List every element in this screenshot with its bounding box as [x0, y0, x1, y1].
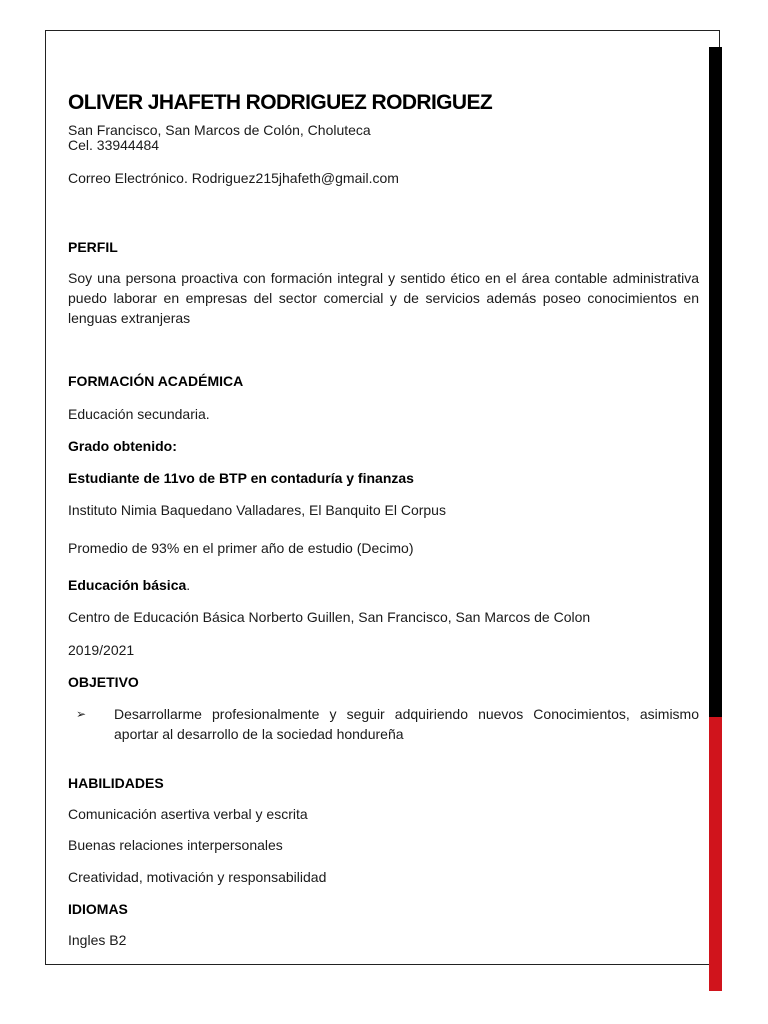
habilidad-item: Buenas relaciones interpersonales [68, 837, 283, 853]
grado-label: Grado obtenido: [68, 438, 177, 454]
basica-label: Educación básica [68, 577, 187, 593]
instituto-line: Instituto Nimia Baquedano Valladares, El Banquito El Corpus [68, 502, 446, 518]
side-bar-red [709, 717, 722, 991]
perfil-text: Soy una persona proactiva con formación integral y sentido ético en el área contable administrativa puedo laborar en empresas del sector comercial y de servicios además poseo conocimientos en lenguas extranjeras [68, 270, 699, 326]
basica-period: . [186, 577, 191, 593]
address-line: San Francisco, San Marcos de Colón, Choluteca [68, 122, 371, 138]
formacion-heading: FORMACIÓN ACADÉMICA [68, 373, 244, 389]
secundaria-line: Educación secundaria. [68, 406, 210, 422]
years-line: 2019/2021 [68, 642, 135, 658]
objetivo-heading: OBJETIVO [68, 674, 139, 690]
habilidad-item: Comunicación asertiva verbal y escrita [68, 806, 308, 822]
perfil-heading: PERFIL [68, 239, 118, 255]
habilidad-item: Creatividad, motivación y responsabilidad [68, 869, 327, 885]
habilidades-heading: HABILIDADES [68, 775, 164, 791]
idiomas-heading: IDIOMAS [68, 901, 128, 917]
grado-value: Estudiante de 11vo de BTP en contaduría y finanzas [68, 470, 414, 486]
email-line: Correo Electrónico. Rodriguez215jhafeth@gmail.com [68, 170, 399, 186]
centro-line: Centro de Educación Básica Norberto Guillen, San Francisco, San Marcos de Colon [68, 609, 591, 625]
basica-line [68, 577, 190, 593]
resume-name: OLIVER JHAFETH RODRIGUEZ RODRIGUEZ [68, 91, 493, 114]
promedio-line: Promedio de 93% en el primer año de estudio (Decimo) [68, 540, 414, 556]
phone-line: Cel. 33944484 [68, 137, 160, 153]
objetivo-text: Desarrollarme profesionalmente y seguir adquiriendo nuevos Conocimientos, asimismo aportar al desarrollo de la sociedad hondureña [114, 706, 699, 742]
side-bar-black [709, 47, 722, 717]
idioma-item: Ingles B2 [68, 932, 127, 948]
objetivo-item [68, 704, 699, 744]
arrow-bullet-icon: ➢ [76, 707, 87, 721]
